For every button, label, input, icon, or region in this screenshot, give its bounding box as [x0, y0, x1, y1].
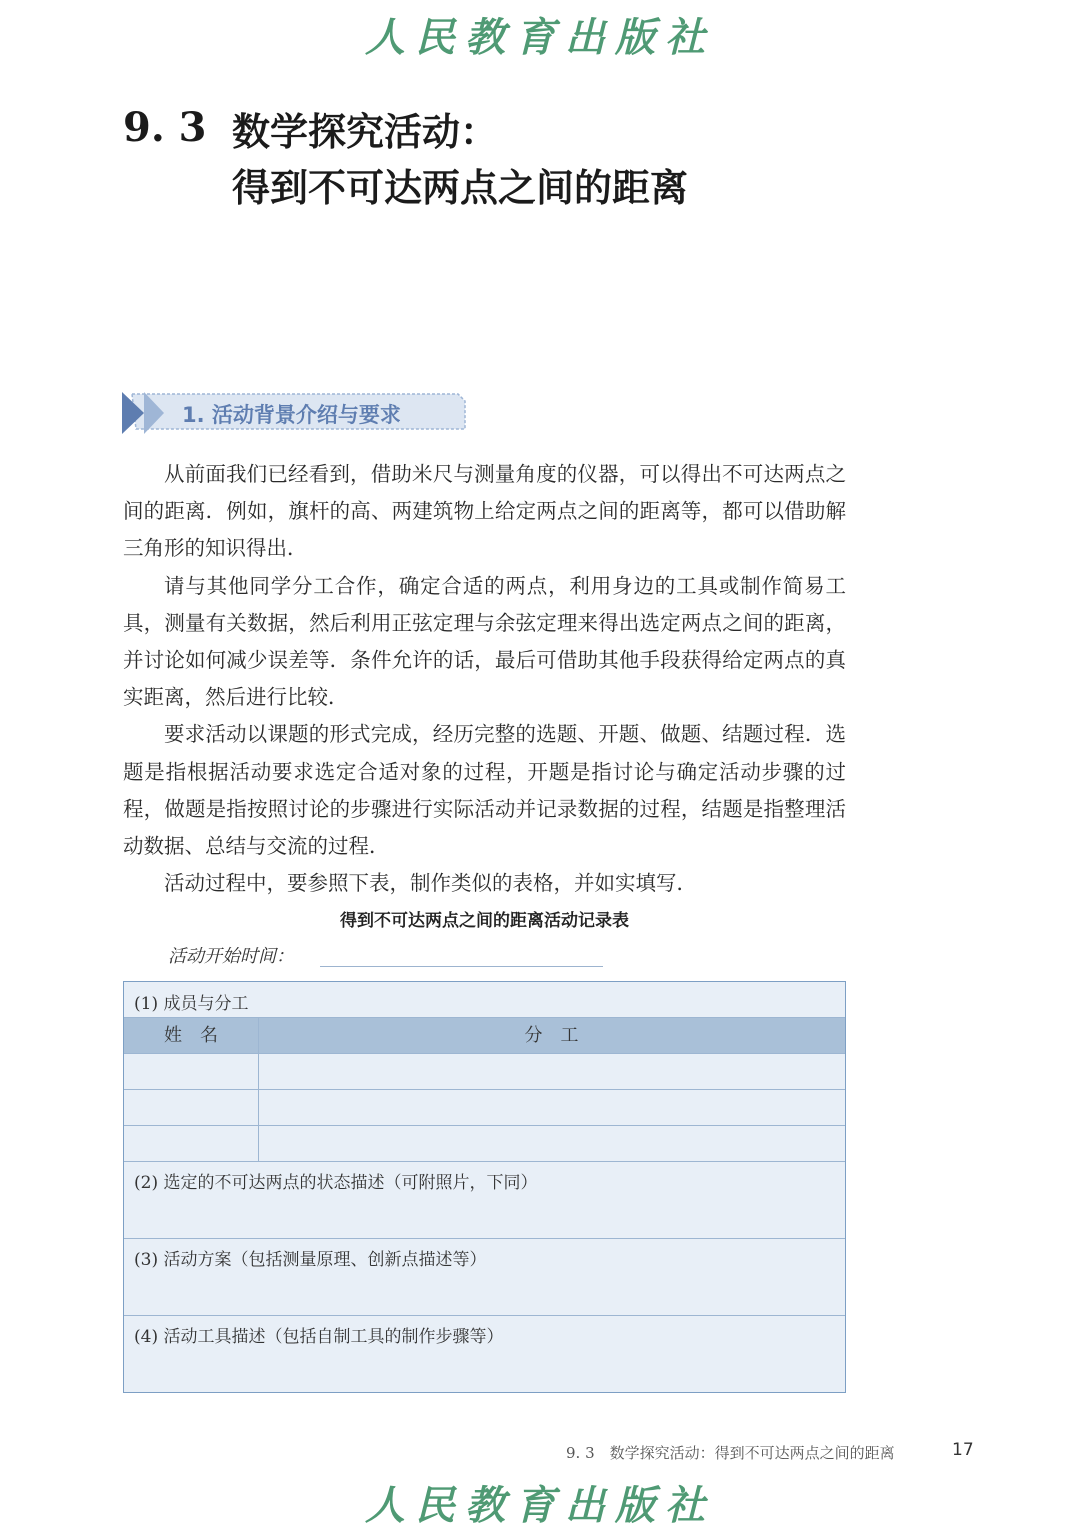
col-name-header: 姓 名 — [164, 1025, 218, 1046]
section-title-line2: 得到不可达两点之间的距离 — [232, 166, 689, 210]
col-role-header: 分 工 — [524, 1025, 579, 1046]
item4-label: (4) 活动工具描述（包括自制工具的制作步骤等） — [134, 1327, 504, 1347]
table-header-row — [124, 1018, 845, 1054]
page-number: 17 — [952, 1440, 974, 1460]
table-row[interactable] — [124, 1090, 845, 1126]
paragraph: 活动过程中，要参照下表，制作类似的表格，并如实填写． — [164, 871, 697, 896]
item3-label: (3) 活动方案（包括测量原理、创新点描述等） — [134, 1250, 487, 1270]
start-time-field[interactable] — [320, 966, 603, 967]
table-caption: 得到不可达两点之间的距离活动记录表 — [340, 911, 629, 931]
publisher-logo-top: 人民教育出版社 — [365, 14, 715, 61]
table-row[interactable] — [124, 1126, 845, 1162]
publisher-logo-bottom: 人民教育出版社 — [365, 1482, 715, 1529]
members-label: (1) 成员与分工 — [134, 994, 249, 1014]
column-divider — [258, 1018, 259, 1162]
item4-row[interactable] — [124, 1316, 845, 1392]
section-banner — [122, 389, 467, 437]
start-time-label: 活动开始时间： — [168, 946, 294, 967]
item2-row[interactable] — [124, 1162, 845, 1239]
section-title-line1: 数学探究活动： — [232, 110, 499, 154]
section-title — [232, 104, 688, 216]
record-table — [123, 981, 846, 1393]
section-number: 9. 3 — [123, 104, 207, 151]
paragraph: 从前面我们已经看到，借助米尺与测量角度的仪器，可以得出不可达两点之间的距离．例如，旗杆的高、两建筑物上给定两点之间的距离等，都可以借助解三角形的知识得出． — [123, 462, 846, 561]
item3-row[interactable] — [124, 1239, 845, 1316]
members-row — [124, 982, 845, 1018]
item2-label: (2) 选定的不可达两点的状态描述（可附照片，下同） — [134, 1173, 538, 1193]
running-title: 9. 3 数学探究活动：得到不可达两点之间的距离 — [566, 1444, 895, 1462]
table-row[interactable] — [124, 1054, 845, 1090]
paragraph: 请与其他同学分工合作，确定合适的两点，利用身边的工具或制作简易工具，测量有关数据，然后利用正弦定理与余弦定理来得出选定两点之间的距离，并讨论如何减少误差等．条件允许的话，最后可借助其他手段获得给定两点的真实距离，然后进行比较． — [123, 573, 846, 710]
body-text — [123, 456, 846, 902]
paragraph: 要求活动以课题的形式完成，经历完整的选题、开题、做题、结题过程．选题是指根据活动要求选定合适对象的过程，开题是指讨论与确定活动步骤的过程，做题是指按照讨论的步骤进行实际活动并记录数据的过程，结题是指整理活动数据、总结与交流的过程． — [123, 722, 846, 859]
banner-label: 1. 活动背景介绍与要求 — [182, 403, 401, 427]
